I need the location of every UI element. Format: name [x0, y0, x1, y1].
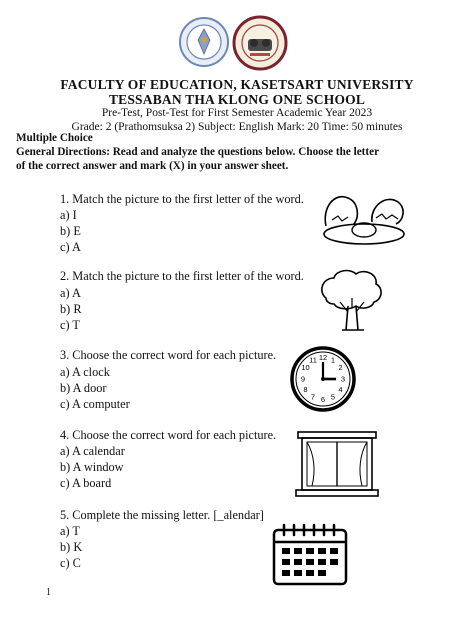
clock-icon	[290, 346, 356, 417]
faculty-title: FACULTY OF EDUCATION, KASETSART UNIVERSITY	[60, 77, 414, 92]
question-4-option-b[interactable]: b) A window	[60, 460, 124, 474]
tree-icon	[318, 268, 384, 341]
question-3-option-a[interactable]: a) A clock	[60, 365, 110, 379]
svg-text:7: 7	[310, 392, 316, 402]
svg-text:2: 2	[338, 363, 343, 372]
question-3-option-b[interactable]: b) A door	[60, 381, 107, 395]
svg-text:10: 10	[301, 363, 310, 372]
question-5-option-a[interactable]: a) T	[60, 524, 80, 538]
question-1-option-c[interactable]: c) A	[60, 240, 81, 254]
question-1-option-b[interactable]: b) E	[60, 224, 81, 238]
directions-line-2: of the correct answer and mark (X) in your answer sheet.	[16, 160, 289, 172]
section-title: Multiple Choice	[16, 132, 93, 144]
svg-text:1: 1	[330, 355, 336, 365]
test-details: Grade: 2 (Prathomsuksa 2) Subject: English Mark: 20 Time: 50 minutes	[71, 121, 403, 133]
question-1-option-a[interactable]: a) I	[60, 208, 77, 222]
question-4: 4. Choose the correct word for each picture.	[60, 428, 277, 442]
svg-text:12: 12	[318, 353, 328, 362]
page-number: 1	[46, 587, 51, 598]
svg-text:3: 3	[340, 374, 346, 384]
question-5-option-c[interactable]: c) C	[60, 556, 81, 570]
question-5: 5. Complete the missing letter. [_alendar]	[60, 508, 264, 522]
svg-text:9: 9	[300, 374, 306, 384]
svg-text:6: 6	[320, 395, 326, 404]
window-icon	[296, 430, 378, 503]
question-4-option-a[interactable]: a) A calendar	[60, 444, 125, 458]
question-3: 3. Choose the correct word for each picture.	[60, 348, 277, 362]
question-1: 1. Match the picture to the first letter of the word.	[60, 192, 304, 206]
question-5-option-b[interactable]: b) K	[60, 540, 83, 554]
tessaban-school-elephant-emblem	[232, 15, 288, 71]
school-title: TESSABAN THA KLONG ONE SCHOOL	[108, 92, 366, 107]
svg-text:5: 5	[330, 392, 336, 402]
test-title: Pre-Test, Post-Test for First Semester Academic Year 2023	[101, 107, 373, 119]
question-2-option-a[interactable]: a) A	[60, 286, 81, 300]
svg-text:8: 8	[303, 385, 308, 394]
question-2-option-c[interactable]: c) T	[60, 318, 80, 332]
eggs-icon	[320, 190, 410, 253]
school-logo	[232, 15, 288, 71]
directions-line-1: General Directions: Read and analyze the questions below. Choose the letter	[16, 146, 380, 158]
calendar-icon	[272, 522, 348, 591]
question-4-option-c[interactable]: c) A board	[60, 476, 112, 490]
kasetsart-university-seal	[178, 16, 230, 68]
question-3-option-c[interactable]: c) A computer	[60, 397, 130, 411]
university-logo	[178, 16, 230, 68]
svg-text:4: 4	[338, 385, 343, 394]
question-2: 2. Match the picture to the first letter of the word.	[60, 269, 304, 283]
question-2-option-b[interactable]: b) R	[60, 302, 82, 316]
svg-text:11: 11	[309, 355, 317, 365]
